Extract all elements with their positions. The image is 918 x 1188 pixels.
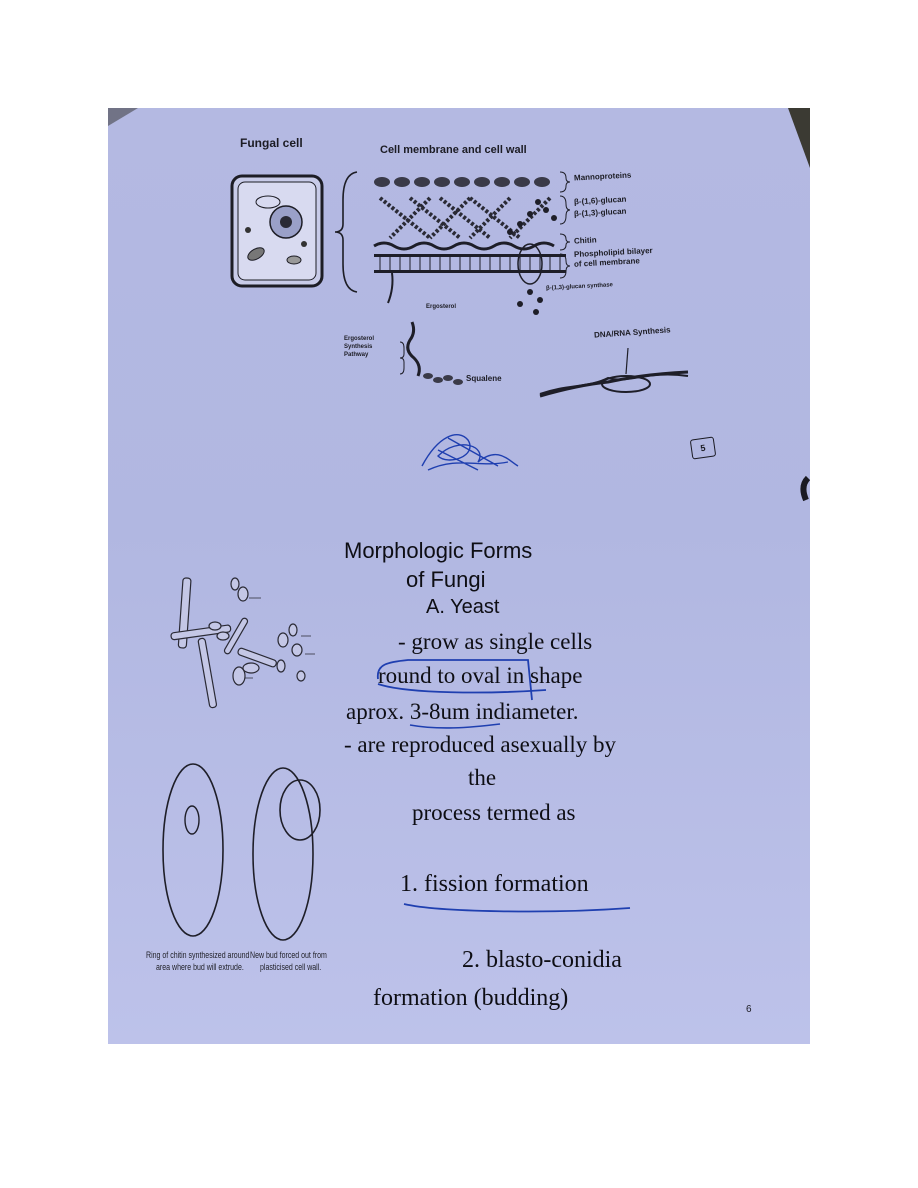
label-mannoproteins: Mannoproteins (573, 170, 632, 183)
text-line-2: round to oval in shape (378, 663, 583, 688)
slide-title-line2: of Fungi (406, 567, 486, 592)
text-line-8: 2. blasto-conidia (462, 947, 622, 973)
text-line-9: formation (budding) (373, 985, 569, 1011)
photo-of-printed-page (108, 108, 810, 1044)
label-pathway-2: Synthesis (344, 344, 373, 350)
label-synthase: β-(1,3)-glucan synthase (545, 282, 614, 292)
page-number-6: 6 (746, 1004, 752, 1015)
label-dna-rna: DNA/RNA Synthesis (593, 325, 671, 340)
yeast-hyphae-illustration (163, 568, 343, 718)
text-line-1: - grow as single cells (398, 629, 593, 654)
label-bilayer-1: Phospholipid bilayer (573, 245, 653, 260)
caption-left-2: area where bud will extrude. (156, 962, 244, 972)
text-line-6: process termed as (412, 800, 576, 825)
label-glucan-13: β-(1,3)-glucan (573, 206, 627, 219)
slide-subtitle: A. Yeast (426, 596, 500, 618)
label-bilayer-2: of cell membrane (573, 256, 641, 269)
budding-cells-diagram (148, 758, 338, 948)
text-line-3: aprox. 3-8um indiameter. (346, 699, 579, 724)
fungal-cell-title: Fungal cell (240, 136, 303, 150)
label-glucan-16: β-(1,6)-glucan (573, 194, 627, 207)
text-line-7: 1. fission formation (400, 871, 589, 897)
label-pathway-1: Ergosterol (344, 336, 375, 342)
label-pathway-3: Pathway (344, 352, 369, 358)
caption-right-1: New bud forced out from (250, 950, 327, 960)
caption-right-2: plasticised cell wall. (260, 962, 322, 972)
text-line-4: - are reproduced asexually by (344, 732, 617, 757)
label-squalene: Squalene (466, 374, 502, 383)
slide-title-line1: Morphologic Forms (344, 538, 533, 563)
label-chitin: Chitin (573, 235, 597, 246)
membrane-title: Cell membrane and cell wall (380, 144, 527, 156)
caption-left-1: Ring of chitin synthesized around (146, 950, 250, 960)
label-ergosterol: Ergosterol (426, 304, 457, 310)
page-number-5: 5 (690, 436, 717, 459)
text-line-5: the (468, 765, 497, 790)
